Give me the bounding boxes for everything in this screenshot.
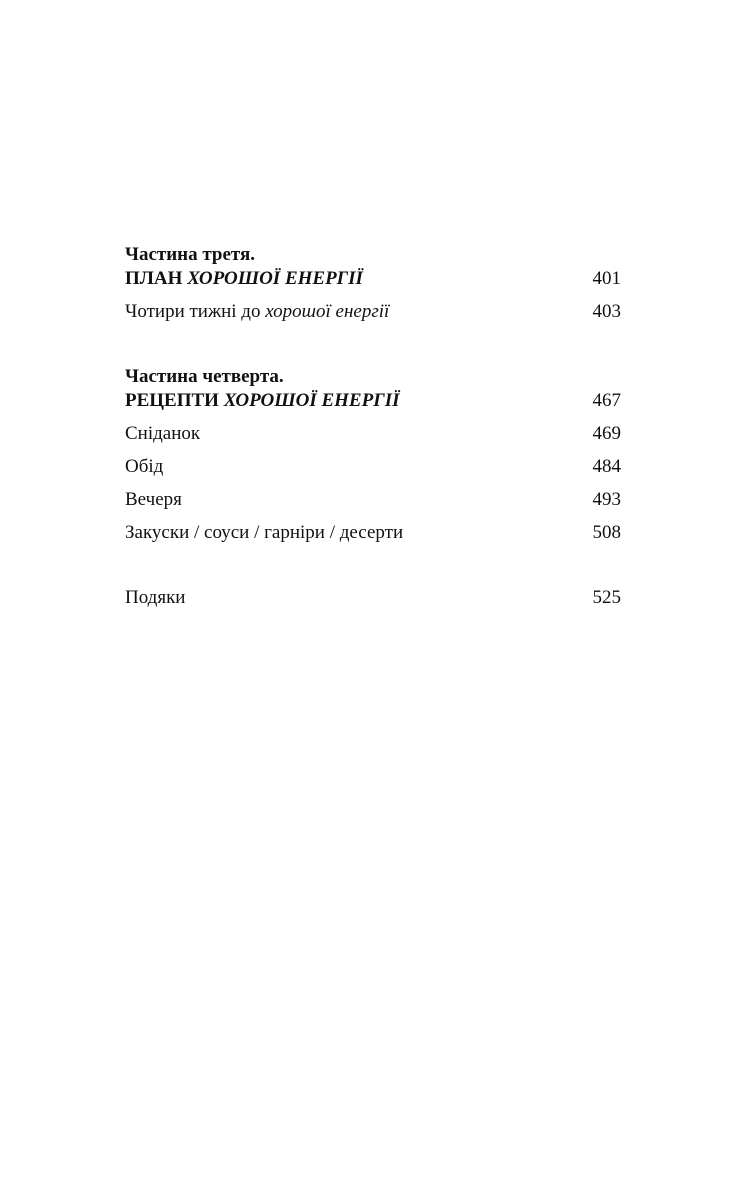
toc-row: [125, 488, 621, 512]
toc-section-part-four: [125, 365, 621, 545]
part-title-plain: РЕЦЕПТИ: [125, 390, 224, 411]
page-number: 467: [592, 390, 621, 411]
toc-row: [125, 455, 621, 479]
entry-title: Вечеря: [125, 489, 182, 510]
page-number: 484: [592, 456, 621, 477]
entry-title: Подяки: [125, 587, 186, 608]
part-heading: Частина третя.: [125, 244, 256, 265]
part-title: [125, 389, 399, 413]
part-title-italic: ХОРОШОЇ ЕНЕРГІЇ: [223, 390, 400, 411]
toc-row: [125, 521, 621, 545]
page-number: 493: [592, 489, 621, 510]
entry-title: Сніданок: [125, 423, 201, 444]
toc-row-part-title: [125, 267, 621, 291]
toc-section-acknowledgements: [125, 586, 621, 610]
entry-title: Обід: [125, 456, 164, 477]
toc-row: [125, 586, 621, 610]
part-title: [125, 267, 363, 291]
table-of-contents: [125, 243, 621, 610]
toc-row: [125, 300, 621, 324]
page-number: 508: [592, 522, 621, 543]
page-number: 525: [592, 587, 621, 608]
entry-title: Закуски / соуси / гарніри / десерти: [125, 522, 404, 543]
entry-title: [125, 300, 389, 324]
part-title-plain: ПЛАН: [125, 268, 188, 289]
toc-row: [125, 422, 621, 446]
part-title-italic: ХОРОШОЇ ЕНЕРГІЇ: [187, 268, 363, 289]
page-number: 401: [592, 268, 621, 289]
entry-title-plain: Чотири тижні до: [125, 301, 266, 322]
page-number: 403: [592, 301, 621, 322]
toc-section-part-three: [125, 243, 621, 324]
toc-row-part-title: [125, 389, 621, 413]
entry-title-italic: хорошої енергії: [265, 301, 390, 322]
page-number: 469: [592, 423, 621, 444]
part-heading: Частина четверта.: [125, 366, 284, 387]
